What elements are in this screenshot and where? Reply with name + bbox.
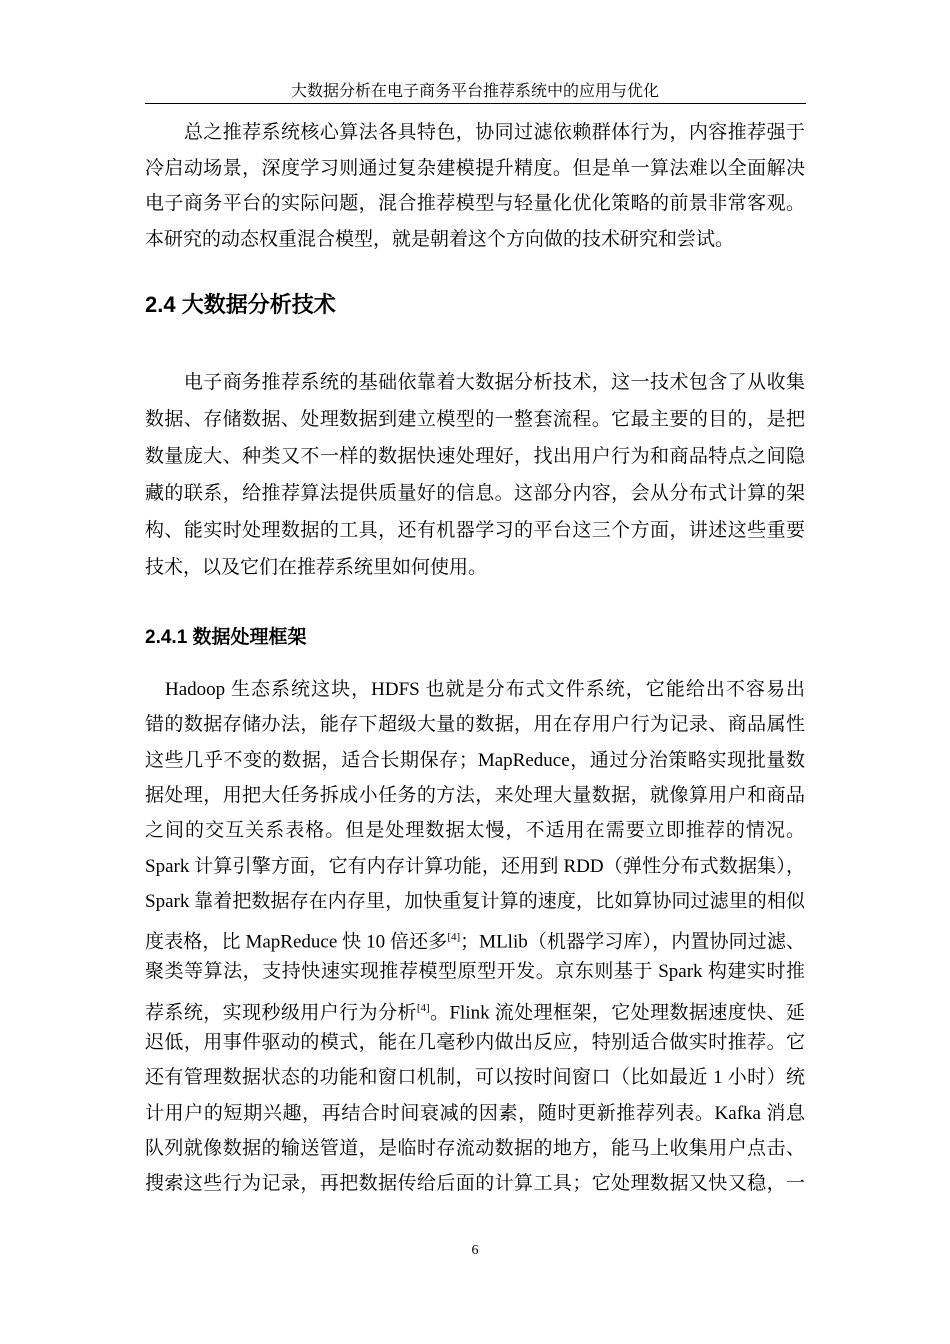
- text-line: 冷启动场景，深度学习则通过复杂建模提升精度。但是单一算法难以全面解决: [145, 157, 805, 179]
- text-line: 荐系统，实现秒级用户行为分析[4]。Flink 流处理框架，它处理数据速度快、延: [145, 1001, 805, 1024]
- text-line: 技术，以及它们在推荐系统里如何使用。: [145, 557, 488, 578]
- section-heading-2-4: 2.4 大数据分析技术: [145, 292, 336, 317]
- text-line: 本研究的动态权重混合模型，就是朝着这个方向做的技术研究和尝试。: [145, 229, 735, 251]
- text-line: 错的数据存储办法，能存下超级大量的数据，用在存用户行为记录、商品属性: [145, 714, 805, 736]
- text-line: Hadoop 生态系统这块，HDFS 也就是分布式文件系统，它能给出不容易出: [145, 679, 805, 700]
- text-line: 队列就像数据的输送管道，是临时存流动数据的地方，能马上收集用户点击、: [145, 1137, 805, 1159]
- text-line: 计用户的短期兴趣，再结合时间衰减的因素，随时更新推荐列表。Kafka 消息: [145, 1102, 805, 1124]
- text-line: 聚类等算法，支持快速实现推荐模型原型开发。京东则基于 Spark 构建实时推: [145, 961, 805, 983]
- text-line: 数据、存储数据、处理数据到建立模型的一整套流程。它最主要的目的，是把: [145, 409, 805, 430]
- text-line: 构、能实时处理数据的工具，还有机器学习的平台这三个方面，讲述这些重要: [145, 520, 805, 541]
- text-line: 还有管理数据状态的功能和窗口机制，可以按时间窗口（比如最近 1 小时）统: [145, 1067, 805, 1089]
- text-line: 这些几乎不变的数据，适合长期保存；MapReduce，通过分治策略实现批量数: [145, 749, 805, 771]
- text-line: 度表格，比 MapReduce 快 10 倍还多[4]；MLlib（机器学习库），内置协同过滤、: [145, 931, 805, 953]
- page-number: 6: [471, 1243, 479, 1258]
- header-rule: [145, 103, 806, 104]
- text-line: 搜索这些行为记录，再把数据传给后面的计算工具；它处理数据又快又稳，一: [145, 1173, 805, 1195]
- text-line: 电子商务推荐系统的基础依靠着大数据分析技术，这一技术包含了从收集: [145, 372, 805, 393]
- text-line: 总之推荐系统核心算法各具特色，协同过滤依赖群体行为，内容推荐强于: [145, 122, 805, 143]
- citation-marker: [4]: [447, 931, 461, 944]
- text-line: 之间的交互关系表格。但是处理数据太慢，不适用在需要立即推荐的情况。: [145, 820, 805, 842]
- running-header: 大数据分析在电子商务平台推荐系统中的应用与优化: [290, 83, 659, 100]
- text-line: 藏的联系，给推荐算法提供质量好的信息。这部分内容，会从分布式计算的架: [145, 483, 805, 504]
- text-line: 数量庞大、种类又不一样的数据快速处理好，找出用户行为和商品特点之间隐: [145, 446, 805, 467]
- text-line: Spark 靠着把数据存在内存里，加快重复计算的速度，比如算协同过滤里的相似: [145, 890, 805, 912]
- text-line: Spark 计算引擎方面，它有内存计算功能，还用到 RDD（弹性分布式数据集），: [145, 855, 805, 877]
- section-heading-2-4-1: 2.4.1 数据处理框架: [145, 627, 307, 648]
- text-line: 电子商务平台的实际问题，混合推荐模型与轻量化优化策略的前景非常客观。: [145, 193, 805, 215]
- citation-marker: [4]: [416, 1001, 430, 1014]
- text-line: 迟低，用事件驱动的模式，能在几毫秒内做出反应，特别适合做实时推荐。它: [145, 1032, 805, 1053]
- text-line: 据处理，用把大任务拆成小任务的方法，来处理大量数据，就像算用户和商品: [145, 784, 805, 806]
